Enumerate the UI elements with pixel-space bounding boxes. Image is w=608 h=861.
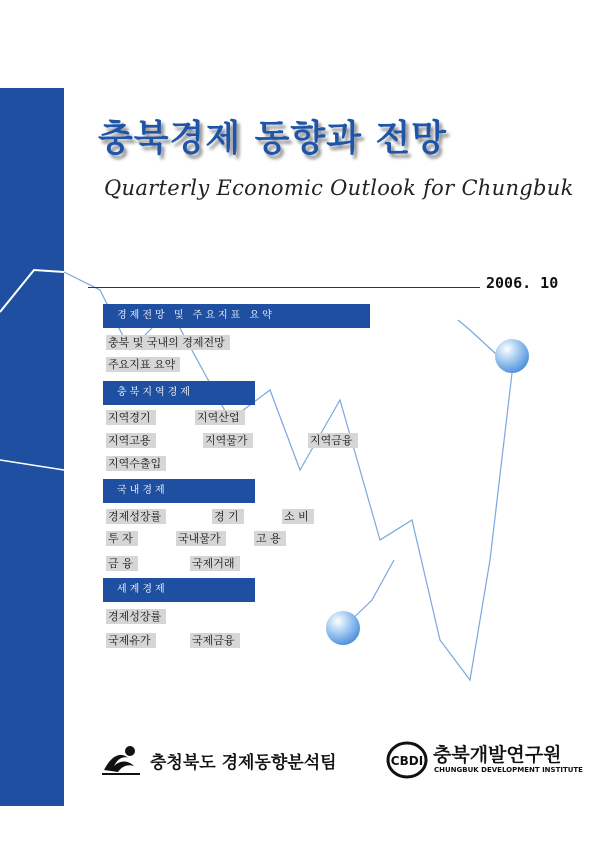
section-header-domestic: 국내경제	[103, 479, 255, 503]
chungbuk-province-logo	[102, 744, 142, 776]
toc-item: 국내물가	[176, 531, 226, 546]
section-header-outlook: 경제전망 및 주요지표 요약	[103, 304, 370, 328]
toc-item: 지역수출입	[106, 456, 166, 471]
toc-item: 경 기	[212, 509, 244, 524]
section-header-world: 세계경제	[103, 578, 255, 602]
decorative-sphere	[326, 611, 360, 645]
toc-item: 금 융	[106, 556, 138, 571]
toc-item: 경제성장률	[106, 509, 166, 524]
section-header-regional: 충북지역경제	[103, 381, 255, 405]
title-korean: 충북경제 동향과 전망	[98, 118, 448, 159]
toc-item: 지역물가	[203, 433, 253, 448]
toc-item: 충북 및 국내의 경제전망	[106, 335, 230, 350]
toc-item: 경제성장률	[106, 609, 166, 624]
toc-item: 투 자	[106, 531, 138, 546]
toc-item: 고 용	[254, 531, 286, 546]
title-english: Quarterly Economic Outlook for Chungbuk	[104, 176, 574, 200]
toc-item: 주요지표 요약	[106, 357, 180, 372]
org-name-right-english: CHUNGBUK DEVELOPMENT INSTITUTE	[434, 766, 583, 774]
org-name-right: 충북개발연구원	[433, 744, 562, 766]
toc-item: 국제유가	[106, 633, 156, 648]
toc-item: 국제금융	[190, 633, 240, 648]
toc-item: 지역금융	[308, 433, 358, 448]
left-blue-band	[0, 88, 64, 806]
toc-item: 지역고용	[106, 433, 156, 448]
toc-item: 지역경기	[106, 410, 156, 425]
cbdi-logo	[386, 740, 430, 780]
date-rule	[88, 287, 480, 288]
decorative-sphere	[495, 339, 529, 373]
toc-item: 소 비	[282, 509, 314, 524]
cbdi-logo-text: CBDI	[390, 754, 424, 768]
toc-item: 국제거래	[190, 556, 240, 571]
issue-date: 2006. 10	[486, 274, 559, 292]
toc-item: 지역산업	[195, 410, 245, 425]
org-name-left: 충청북도 경제동향분석팀	[150, 753, 337, 773]
